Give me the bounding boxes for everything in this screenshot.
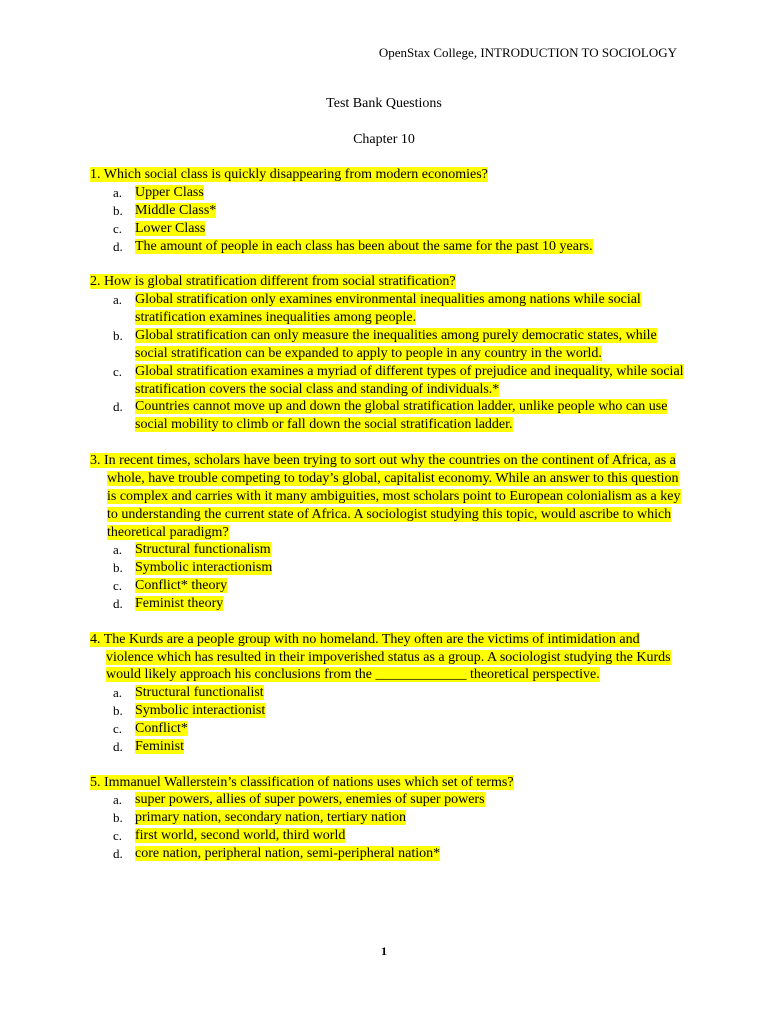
question-stem xyxy=(90,774,690,792)
answer-option xyxy=(90,327,690,363)
option-text: first world, second world, third world xyxy=(135,828,346,844)
question-stem-text: 4. The Kurds are a people group with no homeland. They often are the victims of intimidation and violence which has resulted in their impoverished status as a group. A sociologist studying the Kurds would likely approach his conclusions from the _____________ theoretical perspective. xyxy=(90,631,671,683)
question xyxy=(90,166,690,256)
option-text: Middle Class* xyxy=(135,202,217,218)
answer-option xyxy=(90,398,690,434)
question xyxy=(90,452,690,613)
answer-option xyxy=(90,738,690,756)
option-letter: b. xyxy=(113,703,123,719)
question-stem-text: 3. In recent times, scholars have been trying to sort out why the countries on the continent of Africa, as a whole, have trouble competing to today’s global, capitalist economy. While an answer to this question is complex and carries with it many ambiguities, most scholars point to European colonialism as a key to understanding the current state of Africa. A sociologist studying this topic, would ascribe to which theoretical paradigm? xyxy=(90,452,681,540)
option-letter: b. xyxy=(113,202,123,218)
chapter-heading: Chapter 10 xyxy=(353,132,415,147)
option-letter: d. xyxy=(113,596,123,612)
option-text: Conflict* theory xyxy=(135,578,228,594)
question xyxy=(90,273,690,434)
option-letter: c. xyxy=(113,363,123,379)
answer-option xyxy=(90,541,690,559)
answer-option xyxy=(90,595,690,613)
option-text: primary nation, secondary nation, tertiary nation xyxy=(135,810,406,826)
option-letter: c. xyxy=(113,828,123,844)
option-letter: d. xyxy=(113,739,123,755)
answer-option xyxy=(90,809,690,827)
option-letter: d. xyxy=(113,846,123,862)
option-text: Symbolic interactionism xyxy=(135,560,273,576)
answer-option xyxy=(90,720,690,738)
option-text: Structural functionalist xyxy=(135,685,264,701)
option-text: Symbolic interactionist xyxy=(135,703,266,719)
option-text: core nation, peripheral nation, semi-peripheral nation* xyxy=(135,846,441,862)
option-text: Lower Class xyxy=(135,220,206,236)
question-stem-text: 5. Immanuel Wallerstein’s classification of nations uses which set of terms? xyxy=(90,774,514,790)
question-stem xyxy=(90,273,690,291)
option-text: Upper Class xyxy=(135,184,204,200)
question-stem-text: 1. Which social class is quickly disappearing from modern economies? xyxy=(90,167,488,182)
document-title: Test Bank Questions xyxy=(326,96,442,111)
option-letter: a. xyxy=(113,542,123,558)
option-letter: a. xyxy=(113,685,123,701)
answer-option xyxy=(90,363,690,399)
option-text: super powers, allies of super powers, enemies of super powers xyxy=(135,792,485,808)
question-stem xyxy=(90,166,690,184)
answer-option xyxy=(90,827,690,845)
option-text: Structural functionalism xyxy=(135,542,271,558)
question xyxy=(90,774,690,864)
page-number: 1 xyxy=(381,944,387,958)
option-letter: c. xyxy=(113,721,123,737)
option-letter: a. xyxy=(113,184,123,200)
option-letter: b. xyxy=(113,810,123,826)
option-text: Conflict* xyxy=(135,721,188,737)
option-letter: c. xyxy=(113,578,123,594)
answer-option xyxy=(90,220,690,238)
option-letter: a. xyxy=(113,292,123,308)
option-letter: d. xyxy=(113,238,123,254)
question-stem-text: 2. How is global stratification different from social stratification? xyxy=(90,274,456,290)
option-text: Global stratification can only measure the inequalities among purely democratic states, while social stratification can be expanded to apply to people in any country in the world. xyxy=(135,327,657,361)
option-text: Feminist theory xyxy=(135,596,224,612)
question-stem xyxy=(90,452,690,542)
answer-option xyxy=(90,291,690,327)
answer-option xyxy=(90,845,690,863)
option-text: Global stratification only examines environmental inequalities among nations while social stratification examines inequalities among people. xyxy=(135,292,641,325)
question xyxy=(90,631,690,756)
answer-option xyxy=(90,559,690,577)
running-header: OpenStax College, INTRODUCTION TO SOCIOLOGY xyxy=(378,45,677,60)
option-text: Countries cannot move up and down the global stratification ladder, unlike people who can use social mobility to climb or fall down the social stratification ladder. xyxy=(135,399,668,433)
option-text: Global stratification examines a myriad of different types of prejudice and inequality, while social stratification covers the social class and standing of individuals.* xyxy=(135,363,684,397)
option-letter: b. xyxy=(113,327,123,343)
option-text: Feminist xyxy=(135,739,185,755)
answer-option xyxy=(90,702,690,720)
option-letter: d. xyxy=(113,399,123,415)
option-letter: c. xyxy=(113,220,123,236)
answer-option xyxy=(90,577,690,595)
answer-option xyxy=(90,684,690,702)
option-letter: b. xyxy=(113,560,123,576)
answer-option xyxy=(90,202,690,220)
option-text: The amount of people in each class has been about the same for the past 10 years. xyxy=(135,238,593,254)
option-letter: a. xyxy=(113,792,123,808)
answer-option xyxy=(90,184,690,202)
question-list xyxy=(90,166,690,881)
question-stem xyxy=(90,631,690,685)
answer-option xyxy=(90,238,690,256)
answer-option xyxy=(90,791,690,809)
